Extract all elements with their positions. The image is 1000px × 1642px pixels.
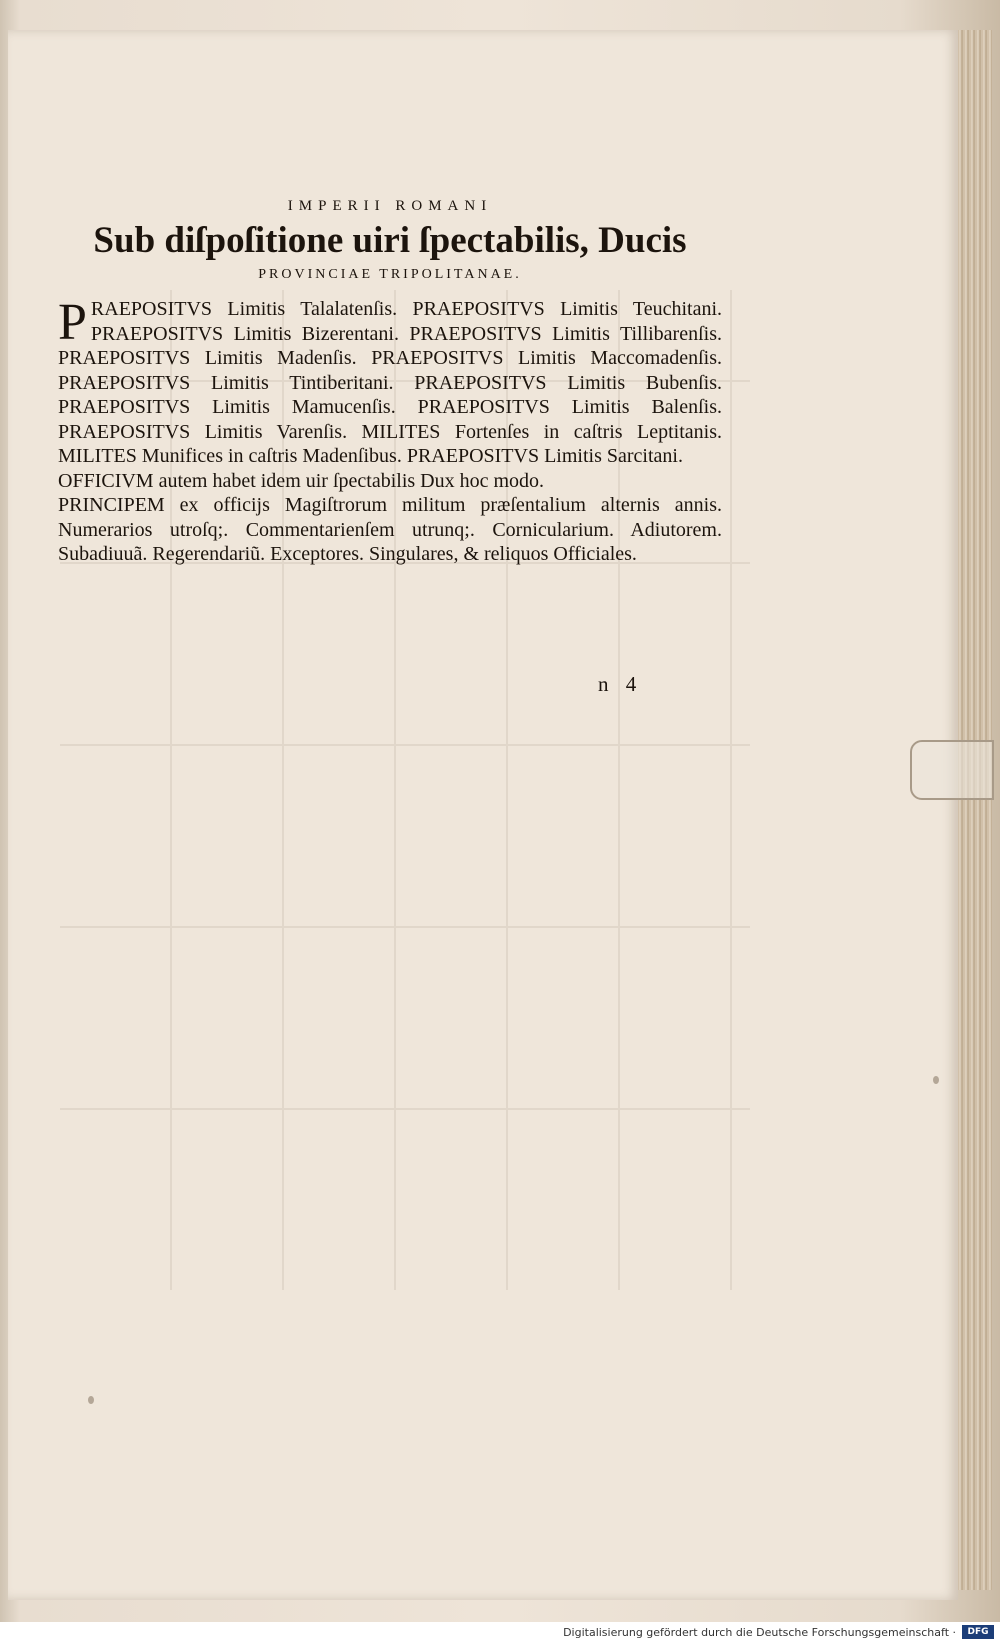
page-edges [958,30,992,1590]
drop-cap: P [58,294,87,351]
paragraph-praepositus [58,294,722,469]
paragraph-1-text: RAEPOSITVS Limitis Talalatenſis. PRAEPOSITVS Limitis Teuchitani. PRAEPOSITVS Limitis Bizerentani. PRAEPOSITVS Limitis Tillibarenſis. PRAEPOSITVS Limitis Madenſis. PRAEPOSITVS Limitis Maccomadenſis. PRAEPOSITVS Limitis Tintiberitani. PRAEPOSITVS Limitis Bubenſis. PRAEPOSITVS Limitis Mamucenſis. PRAEPOSITVS Limitis Balenſis. PRAEPOSITVS Limitis Varenſis. MILITES Fortenſes in caſtris Leptitanis. MILITES Munifices in caſtris Madenſibus. PRAEPOSITVS Limitis Sarcitani. [58,298,722,467]
page-text [58,198,722,567]
running-header: IMPERII ROMANI [287,198,493,214]
section-title: Sub diſpoſitione uiri ſpectabilis, Ducis [93,220,687,261]
paper-speck [933,1076,939,1084]
footer-bar [0,1622,1000,1642]
paragraph-officium: OFFICIVM autem habet idem uir ſpectabilis Dux hoc modo. [58,469,545,492]
page-clip-tab [910,740,994,800]
funding-credit: Digitalisierung gefördert durch die Deutsche Forschungsgemeinschaft · [563,1626,956,1639]
dfg-logo-icon: DFG [962,1625,994,1639]
section-subtitle: PROVINCIAE TRIPOLITANAE. [258,267,522,282]
paper-speck [88,1396,94,1404]
signature-mark: n 4 [598,672,643,696]
paragraph-principem: PRINCIPEM ex officijs Magiſtrorum militum præſentalium alternis annis. Numerarios utroſq;. Commentarienſem utrunq;. Cornicularium. Adiutorem. Subadiuuã. Regerendariũ. Exceptores. Singulares, & reliquos Officiales. [58,494,722,565]
